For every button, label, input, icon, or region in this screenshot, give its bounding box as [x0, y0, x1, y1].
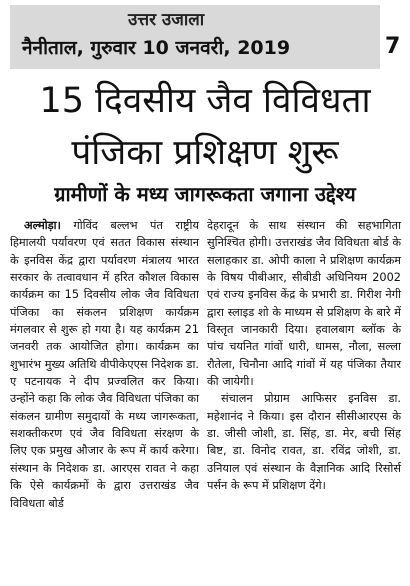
page-number: 7	[385, 34, 401, 59]
article-column-right	[207, 217, 401, 495]
subheadline: ग्रामीणों के मध्य जागरूकता जगाना उद्देश्य	[54, 182, 356, 206]
right-column-paragraph-2-text: संचालन प्रोग्राम आफिसर इनविस डा. महेशानंद ने किया। इस दौरान सीसीआरएस के डा. जीसी जोशी, डा. सिंह, डा. मेर, बची सिंह बिष्ट, डा. विनोद रावत, डा. रविंद्र जोशी, डा. उनियाल एवं संस्थान के वैज्ञानिक आदि रिसोर्स पर्सन के रूप में प्रशिक्षण देंगे।	[207, 392, 401, 493]
right-column-paragraph-1: देहरादून के साथ संस्थान की सहभागिता सुनिश्चित होगी। उत्तराखंड जैव विविधता बोर्ड के सलाहकार डा. ओपी काला ने प्रशिक्षण कार्यक्रम के विषय पीबीआर, सीबीडी अधिनियम 2002 एवं राज्य इनविस केंद्र के प्रभारी डा. गिरीश नेगी द्वारा स्लाइड शो के माध्यम से प्रशिक्षण के बारे में विस्तृत जानकारी दिया। हवालबाग ब्लॉक के पांच चयनित गांवों धारी, धामस, नौला, सल्ला रौतेला, चिनौना आदि गांवों में यह पंजिका तैयार की जायेगी।	[207, 219, 401, 389]
right-column-paragraph-2	[207, 390, 401, 494]
article-dateline-tag: अल्मोड़ा।	[24, 219, 61, 232]
issue-dateline: नैनीताल, गुरुवार 10 जनवरी, 2019	[22, 37, 291, 59]
left-column-text: गोविंद बल्लभ पंत राष्ट्रीय हिमालयी पर्यावरण एवं सतत विकास संस्थान के इनविस केंद्र द्वारा पर्यावरण मंत्रालय भारत सरकार के तत्वावधान में हरित कौशल विकास कार्यक्रम का 15 दिवसीय लोक जैव विविधता पंजिका का संकलन प्रशिक्षण कार्यक्रम मंगलवार से शुरू हो गया है। यह कार्यक्रम 21 जनवरी तक आयोजित होगा। कार्यक्रम का शुभारंभ मुख्य अतिथि वीपीकेएएस निदेशक डा. ए पटनायक ने दीप प्रज्वलित कर किया। उन्होंने कहा कि लोक जैव विविधता पंजिका का संकलन ग्रामीण समुदायों के मध्य जागरूकता, सशक्तीकरण एवं जैव विविधता संरक्षण के लिए एक प्रमुख औजार के रूप में कार्य करेगा। संस्थान के निदेशक डा. आरएस रावत ने कहा कि ऐसे कार्यक्रमों के द्वारा उत्तराखंड जैव विविधता बोर्ड	[10, 219, 200, 510]
headline-line-1: 15 दिवसीय जैव विविधता	[39, 81, 371, 121]
newspaper-name: उत्तर उजाला	[128, 10, 205, 30]
headline-line-2: पंजिका प्रशिक्षण शुरू	[71, 133, 339, 173]
left-column-paragraph	[10, 217, 199, 512]
article-column-left	[10, 217, 199, 512]
